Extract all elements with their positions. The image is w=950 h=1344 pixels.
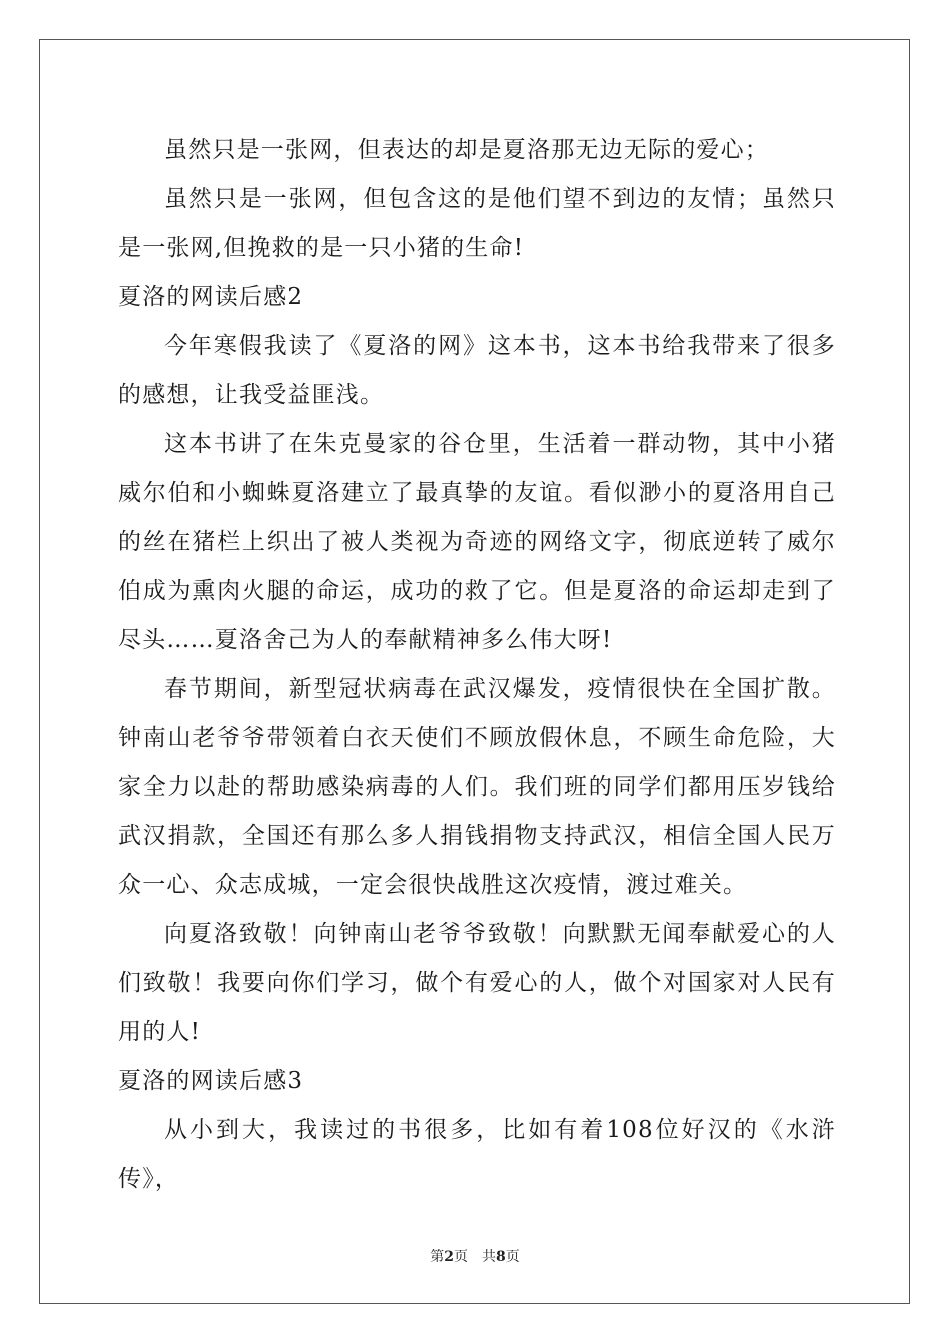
paragraph: 从小到大，我读过的书很多，比如有着108位好汉的《水浒传》， xyxy=(118,1117,836,1192)
paragraph: 向夏洛致敬！向钟南山老爷爷致敬！向默默无闻奉献爱心的人们致敬！我要向你们学习，做个有爱心的人，做个对国家对人民有用的人! xyxy=(118,921,836,1045)
section-heading: 夏洛的网读后感3 xyxy=(118,1068,304,1094)
paragraph: 这本书讲了在朱克曼家的谷仓里，生活着一群动物，其中小猪威尔伯和小蜘蛛夏洛建立了最真挚的友谊。看似渺小的夏洛用自己的丝在猪栏上织出了被人类视为奇迹的网络文字，彻底逆转了威尔伯成为熏肉火腿的命运，成功的救了它。但是夏洛的命运却走到了尽头……夏洛舍己为人的奉献精神多么伟大呀! xyxy=(118,431,836,653)
page-current: 2 xyxy=(444,1249,454,1265)
document-body xyxy=(118,126,836,1204)
paragraph: 虽然只是一张网，但表达的却是夏洛那无边无际的爱心； xyxy=(164,137,769,163)
section-heading: 夏洛的网读后感2 xyxy=(118,284,304,310)
page-label-mid: 页 共 xyxy=(454,1249,496,1265)
paragraph: 春节期间，新型冠状病毒在武汉爆发，疫情很快在全国扩散。钟南山老爷爷带领着白衣天使们不顾放假休息，不顾生命危险，大家全力以赴的帮助感染病毒的人们。我们班的同学们都用压岁钱给武汉捐款，全国还有那么多人捐钱捐物支持武汉，相信全国人民万众一心、众志成城，一定会很快战胜这次疫情，渡过难关。 xyxy=(118,676,836,898)
page-total: 8 xyxy=(496,1249,506,1265)
page-label-suffix: 页 xyxy=(505,1249,520,1265)
page-label-prefix: 第 xyxy=(430,1249,445,1265)
paragraph: 今年寒假我读了《夏洛的网》这本书，这本书给我带来了很多的感想，让我受益匪浅。 xyxy=(118,333,836,408)
paragraph: 虽然只是一张网，但包含这的是他们望不到边的友情；虽然只是一张网,但挽救的是一只小猪的生命! xyxy=(118,186,836,261)
page-footer xyxy=(0,1246,950,1266)
